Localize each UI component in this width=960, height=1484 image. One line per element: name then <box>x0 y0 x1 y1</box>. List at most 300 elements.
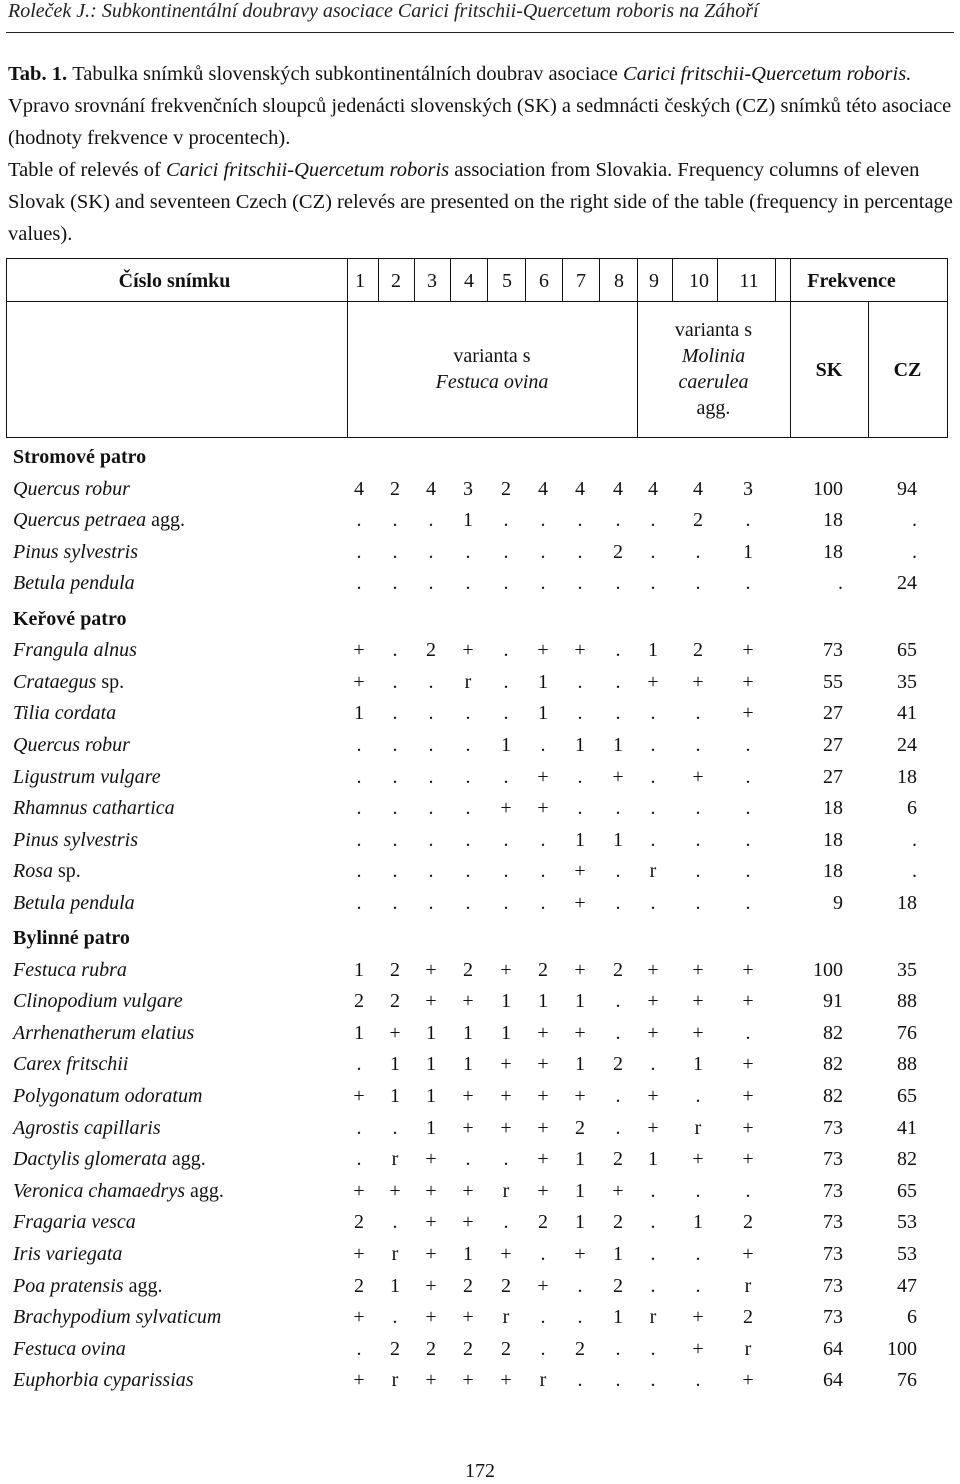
cover-value: 2 <box>390 1337 400 1360</box>
cover-value: . <box>577 1369 583 1392</box>
cover-value: + <box>353 639 365 662</box>
cover-value: . <box>650 1243 656 1265</box>
cover-value: . <box>540 828 546 851</box>
species-name <box>13 1275 162 1298</box>
cover-value: + <box>537 639 549 662</box>
frequency-cz: 53 <box>897 1243 917 1265</box>
cover-value: . <box>503 860 509 883</box>
frequency-cz: 100 <box>887 1337 917 1360</box>
cover-value: + <box>692 958 704 981</box>
cover-value: . <box>650 1274 656 1297</box>
cover-value: 1 <box>390 1053 400 1076</box>
cover-value: 1 <box>463 1053 473 1076</box>
frequency-cz: 41 <box>897 702 917 725</box>
cover-value: . <box>577 702 583 725</box>
frequency-sk: 27 <box>823 733 843 756</box>
cover-value: . <box>577 1306 583 1329</box>
cover-value: . <box>392 540 398 563</box>
species-name <box>13 478 130 501</box>
cover-value: + <box>537 1148 549 1171</box>
cover-value: r <box>649 1306 657 1329</box>
cover-value: . <box>615 797 621 820</box>
cover-value: + <box>462 1085 474 1107</box>
table-caption <box>8 58 956 250</box>
cover-value: r <box>744 1274 752 1297</box>
cover-value: . <box>356 1337 362 1360</box>
cover-value: . <box>745 1179 751 1202</box>
cover-value: 1 <box>501 1021 511 1044</box>
cover-value: 2 <box>463 1337 473 1360</box>
cover-value: + <box>574 1085 586 1107</box>
cover-value: + <box>537 797 549 820</box>
cover-value: . <box>503 828 509 851</box>
cover-value: . <box>695 860 701 883</box>
caption-cz-part1: Tabulka snímků slovenských subkontinentálních doubrav asociace <box>72 63 624 85</box>
frequency-sk: 18 <box>823 828 843 851</box>
cover-value: . <box>695 797 701 820</box>
cover-value: . <box>356 1053 362 1076</box>
frequency-cz: 82 <box>897 1148 917 1171</box>
cover-value: 2 <box>354 990 364 1013</box>
releve-number: 10 <box>689 270 709 292</box>
cover-value: 2 <box>501 1337 511 1360</box>
species-name <box>13 1306 221 1329</box>
cover-value: . <box>503 572 509 595</box>
cover-value: . <box>392 891 398 914</box>
frequency-sk: 73 <box>823 1116 843 1139</box>
cover-value: + <box>425 990 437 1013</box>
frequency-cz: 88 <box>897 1053 917 1076</box>
frequency-cz: 24 <box>897 572 917 595</box>
cover-value: . <box>745 572 751 595</box>
cover-value: . <box>695 540 701 563</box>
species-latin-name: Arrhenatherum elatius <box>13 1021 195 1044</box>
frequency-cz: 76 <box>897 1369 917 1392</box>
cover-value: . <box>650 702 656 725</box>
species-name <box>13 892 135 915</box>
cover-value: + <box>500 1053 512 1076</box>
cover-value: 1 <box>613 828 623 851</box>
cover-value: . <box>503 891 509 914</box>
cover-value: 1 <box>693 1211 703 1234</box>
cover-value: . <box>577 670 583 693</box>
species-suffix: agg. <box>146 509 186 532</box>
frequency-cz: 47 <box>897 1274 917 1297</box>
cover-value: 1 <box>648 1148 658 1171</box>
cover-value: . <box>650 572 656 595</box>
cover-value: 4 <box>693 477 703 500</box>
cover-value: 3 <box>743 477 753 500</box>
cover-value: . <box>392 860 398 883</box>
cover-value: 2 <box>743 1211 753 1234</box>
releve-number: 11 <box>739 270 759 292</box>
cover-value: . <box>465 797 471 820</box>
species-name <box>13 1053 128 1076</box>
species-latin-name: Pinus sylvestris <box>13 828 138 851</box>
species-latin-name: Poa pratensis <box>13 1274 124 1297</box>
cover-value: + <box>500 958 512 981</box>
cover-value: + <box>692 765 704 788</box>
cover-value: . <box>503 639 509 662</box>
variant-festuca-line2: Festuca ovina <box>435 371 549 393</box>
cover-value: . <box>392 639 398 662</box>
cover-value: + <box>692 990 704 1013</box>
cover-value: . <box>392 509 398 532</box>
cover-value: + <box>462 1306 474 1329</box>
cover-value: . <box>428 509 434 532</box>
cover-value: 2 <box>390 958 400 981</box>
cover-value: . <box>745 509 751 532</box>
caption-cz-italic: Carici fritschii-Quercetum roboris. <box>623 63 912 85</box>
cover-value: 2 <box>354 1274 364 1297</box>
species-name <box>13 734 130 757</box>
frequency-sk: 73 <box>823 1179 843 1202</box>
cover-value: . <box>356 540 362 563</box>
frequency-sk: 91 <box>823 990 843 1013</box>
cover-value: + <box>462 1116 474 1139</box>
frequency-cz: . <box>912 860 917 883</box>
cover-value: + <box>537 1021 549 1044</box>
cover-value: . <box>615 639 621 662</box>
cover-value: + <box>537 1085 549 1107</box>
column-divider <box>717 259 718 301</box>
frequency-sk: 9 <box>833 891 843 914</box>
cover-value: . <box>745 765 751 788</box>
cover-value: + <box>500 1085 512 1107</box>
cover-value: . <box>695 572 701 595</box>
cover-value: . <box>392 765 398 788</box>
cover-value: . <box>465 828 471 851</box>
cover-value: 2 <box>390 990 400 1013</box>
cover-value: + <box>692 1021 704 1044</box>
cover-value: 2 <box>613 540 623 563</box>
cover-value: . <box>577 765 583 788</box>
sk-header: SK <box>815 359 843 381</box>
species-latin-name: Euphorbia cyparissias <box>13 1369 194 1392</box>
cover-value: + <box>537 1053 549 1076</box>
cover-value: . <box>503 1211 509 1234</box>
cover-value: + <box>647 1085 659 1107</box>
species-latin-name: Quercus robur <box>13 477 130 500</box>
cover-value: 1 <box>463 1243 473 1265</box>
species-name <box>13 1338 126 1361</box>
frequency-sk: 73 <box>823 1274 843 1297</box>
cover-value: . <box>650 1179 656 1202</box>
species-name <box>13 1180 224 1203</box>
frequency-sk: 73 <box>823 1306 843 1329</box>
cover-value: . <box>392 670 398 693</box>
variant-molinia-line4: agg. <box>696 397 731 419</box>
cover-value: . <box>503 670 509 693</box>
cover-value: + <box>574 1021 586 1044</box>
cover-value: 1 <box>693 1053 703 1076</box>
species-name <box>13 1211 136 1234</box>
cover-value: + <box>574 639 586 662</box>
cover-value: . <box>650 1211 656 1234</box>
cover-value: . <box>392 733 398 756</box>
cover-value: . <box>503 1148 509 1171</box>
running-head: Roleček J.: Subkontinentální doubravy asociace Carici fritschii-Quercetum roboris na Záhoří <box>8 0 759 22</box>
cover-value: . <box>428 702 434 725</box>
column-divider <box>599 259 600 301</box>
frequency-sk: 100 <box>813 477 843 500</box>
cover-value: . <box>745 891 751 914</box>
cover-value: . <box>695 733 701 756</box>
column-divider <box>487 259 488 301</box>
cover-value: + <box>353 1306 365 1329</box>
frequency-sk: 73 <box>823 1148 843 1171</box>
cover-value: . <box>615 509 621 532</box>
cover-value: . <box>465 891 471 914</box>
cover-value: 4 <box>354 477 364 500</box>
cover-value: . <box>745 828 751 851</box>
species-latin-name: Brachypodium sylvaticum <box>13 1306 222 1329</box>
cover-value: + <box>425 1243 437 1265</box>
caption-en-part1: Table of relevés of <box>8 159 166 181</box>
cover-value: . <box>465 702 471 725</box>
cover-value: 1 <box>648 639 658 662</box>
species-name <box>13 639 137 662</box>
species-name <box>13 572 135 595</box>
frequency-sk: 18 <box>823 509 843 532</box>
frequency-sk: 18 <box>823 540 843 563</box>
species-latin-name: Agrostis capillaris <box>13 1116 161 1139</box>
cover-value: + <box>537 1179 549 1202</box>
frequency-sk: 27 <box>823 765 843 788</box>
species-name <box>13 1148 206 1171</box>
cover-value: . <box>615 1085 621 1107</box>
cover-value: + <box>353 670 365 693</box>
cover-value: . <box>695 891 701 914</box>
cover-value: . <box>465 1148 471 1171</box>
frequency-cz: 6 <box>907 1306 917 1329</box>
cover-value: 1 <box>575 1148 585 1171</box>
cover-value: 1 <box>463 509 473 532</box>
species-name <box>13 829 138 852</box>
cover-value: . <box>615 670 621 693</box>
cover-value: 1 <box>354 702 364 725</box>
cover-value: . <box>392 702 398 725</box>
cover-value: 1 <box>538 670 548 693</box>
cover-value: r <box>694 1116 702 1139</box>
cover-value: + <box>353 1243 365 1265</box>
cover-value: 2 <box>501 1274 511 1297</box>
frequency-cz: . <box>912 509 917 532</box>
species-latin-name: Quercus petraea <box>13 509 147 532</box>
releve-number-label: Číslo snímku <box>118 270 231 292</box>
species-suffix: agg. <box>123 1274 163 1297</box>
cover-value: 1 <box>390 1274 400 1297</box>
cover-value: r <box>502 1179 510 1202</box>
cover-value: + <box>742 1243 754 1265</box>
species-latin-name: Fragaria vesca <box>13 1211 136 1234</box>
species-suffix: sp. <box>96 670 125 693</box>
cover-value: . <box>392 1211 398 1234</box>
caption-en-part2: association from Slovakia. Frequency columns of eleven Slovak (SK) and seventeen Czech (CZ) relevés are presented on the right side of the table (frequency in percentage values). <box>8 159 953 245</box>
cover-value: + <box>612 1179 624 1202</box>
species-latin-name: Quercus robur <box>13 733 130 756</box>
frequency-sk: 82 <box>823 1021 843 1044</box>
cover-value: . <box>695 1085 701 1107</box>
cover-value: 2 <box>693 639 703 662</box>
cover-value: + <box>462 639 474 662</box>
cover-value: 4 <box>648 477 658 500</box>
cover-value: . <box>695 1243 701 1265</box>
cover-value: . <box>356 828 362 851</box>
cover-value: 2 <box>613 1211 623 1234</box>
cover-value: + <box>462 1179 474 1202</box>
caption-label: Tab. 1. <box>8 63 68 85</box>
cover-value: . <box>695 1274 701 1297</box>
species-name <box>13 797 175 820</box>
releve-number: 8 <box>614 270 624 292</box>
releve-number: 3 <box>427 270 437 292</box>
cover-value: + <box>500 1116 512 1139</box>
cover-value: 4 <box>575 477 585 500</box>
cover-value: 1 <box>613 1306 623 1329</box>
releve-number: 1 <box>355 270 365 292</box>
cover-value: 4 <box>426 477 436 500</box>
frequency-sk: 55 <box>823 670 843 693</box>
cover-value: 1 <box>575 1179 585 1202</box>
cover-value: + <box>692 1337 704 1360</box>
cover-value: 2 <box>538 958 548 981</box>
frequency-cz: 76 <box>897 1021 917 1044</box>
cover-value: r <box>502 1306 510 1329</box>
species-suffix: agg. <box>185 1179 224 1202</box>
variant-molinia-line3: caerulea <box>678 371 749 393</box>
cover-value: + <box>500 1243 512 1265</box>
cover-value: . <box>540 1306 546 1329</box>
species-name <box>13 509 185 532</box>
cover-value: . <box>650 733 656 756</box>
cover-value: + <box>353 1179 365 1202</box>
frequency-sk: 73 <box>823 1243 843 1265</box>
cover-value: . <box>392 1116 398 1139</box>
cover-value: . <box>503 509 509 532</box>
cover-value: . <box>745 797 751 820</box>
cover-value: . <box>540 1337 546 1360</box>
species-latin-name: Dactylis glomerata <box>13 1148 167 1171</box>
cover-value: . <box>465 540 471 563</box>
cover-value: + <box>425 1306 437 1329</box>
cover-value: . <box>503 765 509 788</box>
variant-molinia-label <box>637 317 790 421</box>
species-latin-name: Tilia cordata <box>13 702 117 725</box>
releve-number: 2 <box>391 270 401 292</box>
cover-value: . <box>428 860 434 883</box>
cover-value: . <box>356 733 362 756</box>
cover-value: . <box>392 828 398 851</box>
caption-en-italic: Carici fritschii-Quercetum roboris <box>165 159 450 181</box>
cover-value: r <box>539 1369 547 1392</box>
cover-value: 1 <box>426 1053 436 1076</box>
cover-value: 1 <box>575 828 585 851</box>
cover-value: 4 <box>613 477 623 500</box>
species-latin-name: Iris variegata <box>13 1243 123 1265</box>
cover-value: 1 <box>575 733 585 756</box>
cover-value: + <box>647 958 659 981</box>
cover-value: . <box>745 733 751 756</box>
cover-value: 1 <box>426 1085 436 1107</box>
species-latin-name: Betula pendula <box>13 572 135 595</box>
cover-value: 1 <box>613 1243 623 1265</box>
species-latin-name: Crataegus <box>13 670 97 693</box>
cover-value: . <box>650 1337 656 1360</box>
cover-value: . <box>650 509 656 532</box>
cover-value: + <box>574 891 586 914</box>
species-name <box>13 766 161 789</box>
cover-value: . <box>615 1116 621 1139</box>
cover-value: 2 <box>743 1306 753 1329</box>
cover-value: + <box>742 1148 754 1171</box>
cover-value: 2 <box>613 1053 623 1076</box>
frequency-sk: . <box>838 572 843 595</box>
cover-value: + <box>425 1211 437 1234</box>
cover-value: 3 <box>463 477 473 500</box>
frequency-cz: 35 <box>897 958 917 981</box>
frequency-cz: 94 <box>897 477 917 500</box>
cover-value: r <box>391 1243 399 1265</box>
cover-value: . <box>745 860 751 883</box>
cover-value: . <box>745 1021 751 1044</box>
cover-value: . <box>577 1274 583 1297</box>
column-divider <box>672 259 673 301</box>
cover-value: r <box>464 670 472 693</box>
frequency-sk: 18 <box>823 860 843 883</box>
cover-value: 4 <box>538 477 548 500</box>
species-latin-name: Rhamnus cathartica <box>13 797 175 820</box>
cover-value: 2 <box>613 1274 623 1297</box>
cover-value: . <box>650 797 656 820</box>
cover-value: + <box>742 958 754 981</box>
cover-value: . <box>428 765 434 788</box>
cover-value: . <box>615 1369 621 1392</box>
cover-value: + <box>425 1274 437 1297</box>
column-divider <box>775 259 776 301</box>
cover-value: 1 <box>575 1211 585 1234</box>
cover-value: . <box>428 540 434 563</box>
cover-value: + <box>742 702 754 725</box>
species-name <box>13 702 116 725</box>
species-latin-name: Betula pendula <box>13 891 135 914</box>
species-latin-name: Frangula alnus <box>13 639 137 662</box>
species-name <box>13 990 183 1013</box>
frequency-label: Frekvence <box>807 270 896 292</box>
cover-value: 1 <box>743 540 753 563</box>
species-latin-name: Festuca rubra <box>13 958 127 981</box>
cover-value: + <box>574 958 586 981</box>
frequency-sk: 18 <box>823 797 843 820</box>
cover-value: . <box>615 891 621 914</box>
species-latin-name: Rosa <box>13 860 53 883</box>
column-divider <box>790 259 791 437</box>
cover-value: . <box>465 733 471 756</box>
frequency-cz: 24 <box>897 733 917 756</box>
cover-value: + <box>425 1179 437 1202</box>
cover-value: r <box>744 1337 752 1360</box>
cover-value: . <box>356 765 362 788</box>
caption-cz-part2: Vpravo srovnání frekvenčních sloupců jedenácti slovenských (SK) a sedmnácti českých (CZ) snímků této asociace (hodnoty frekvence v procentech). <box>8 95 952 149</box>
cover-value: . <box>615 1337 621 1360</box>
cover-value: 2 <box>390 477 400 500</box>
cover-value: 2 <box>538 1211 548 1234</box>
layer-heading: Stromové patro <box>13 446 147 468</box>
species-name <box>13 1117 161 1140</box>
cover-value: r <box>391 1148 399 1171</box>
cover-value: . <box>392 572 398 595</box>
variant-festuca-line1: varianta s <box>453 345 531 367</box>
